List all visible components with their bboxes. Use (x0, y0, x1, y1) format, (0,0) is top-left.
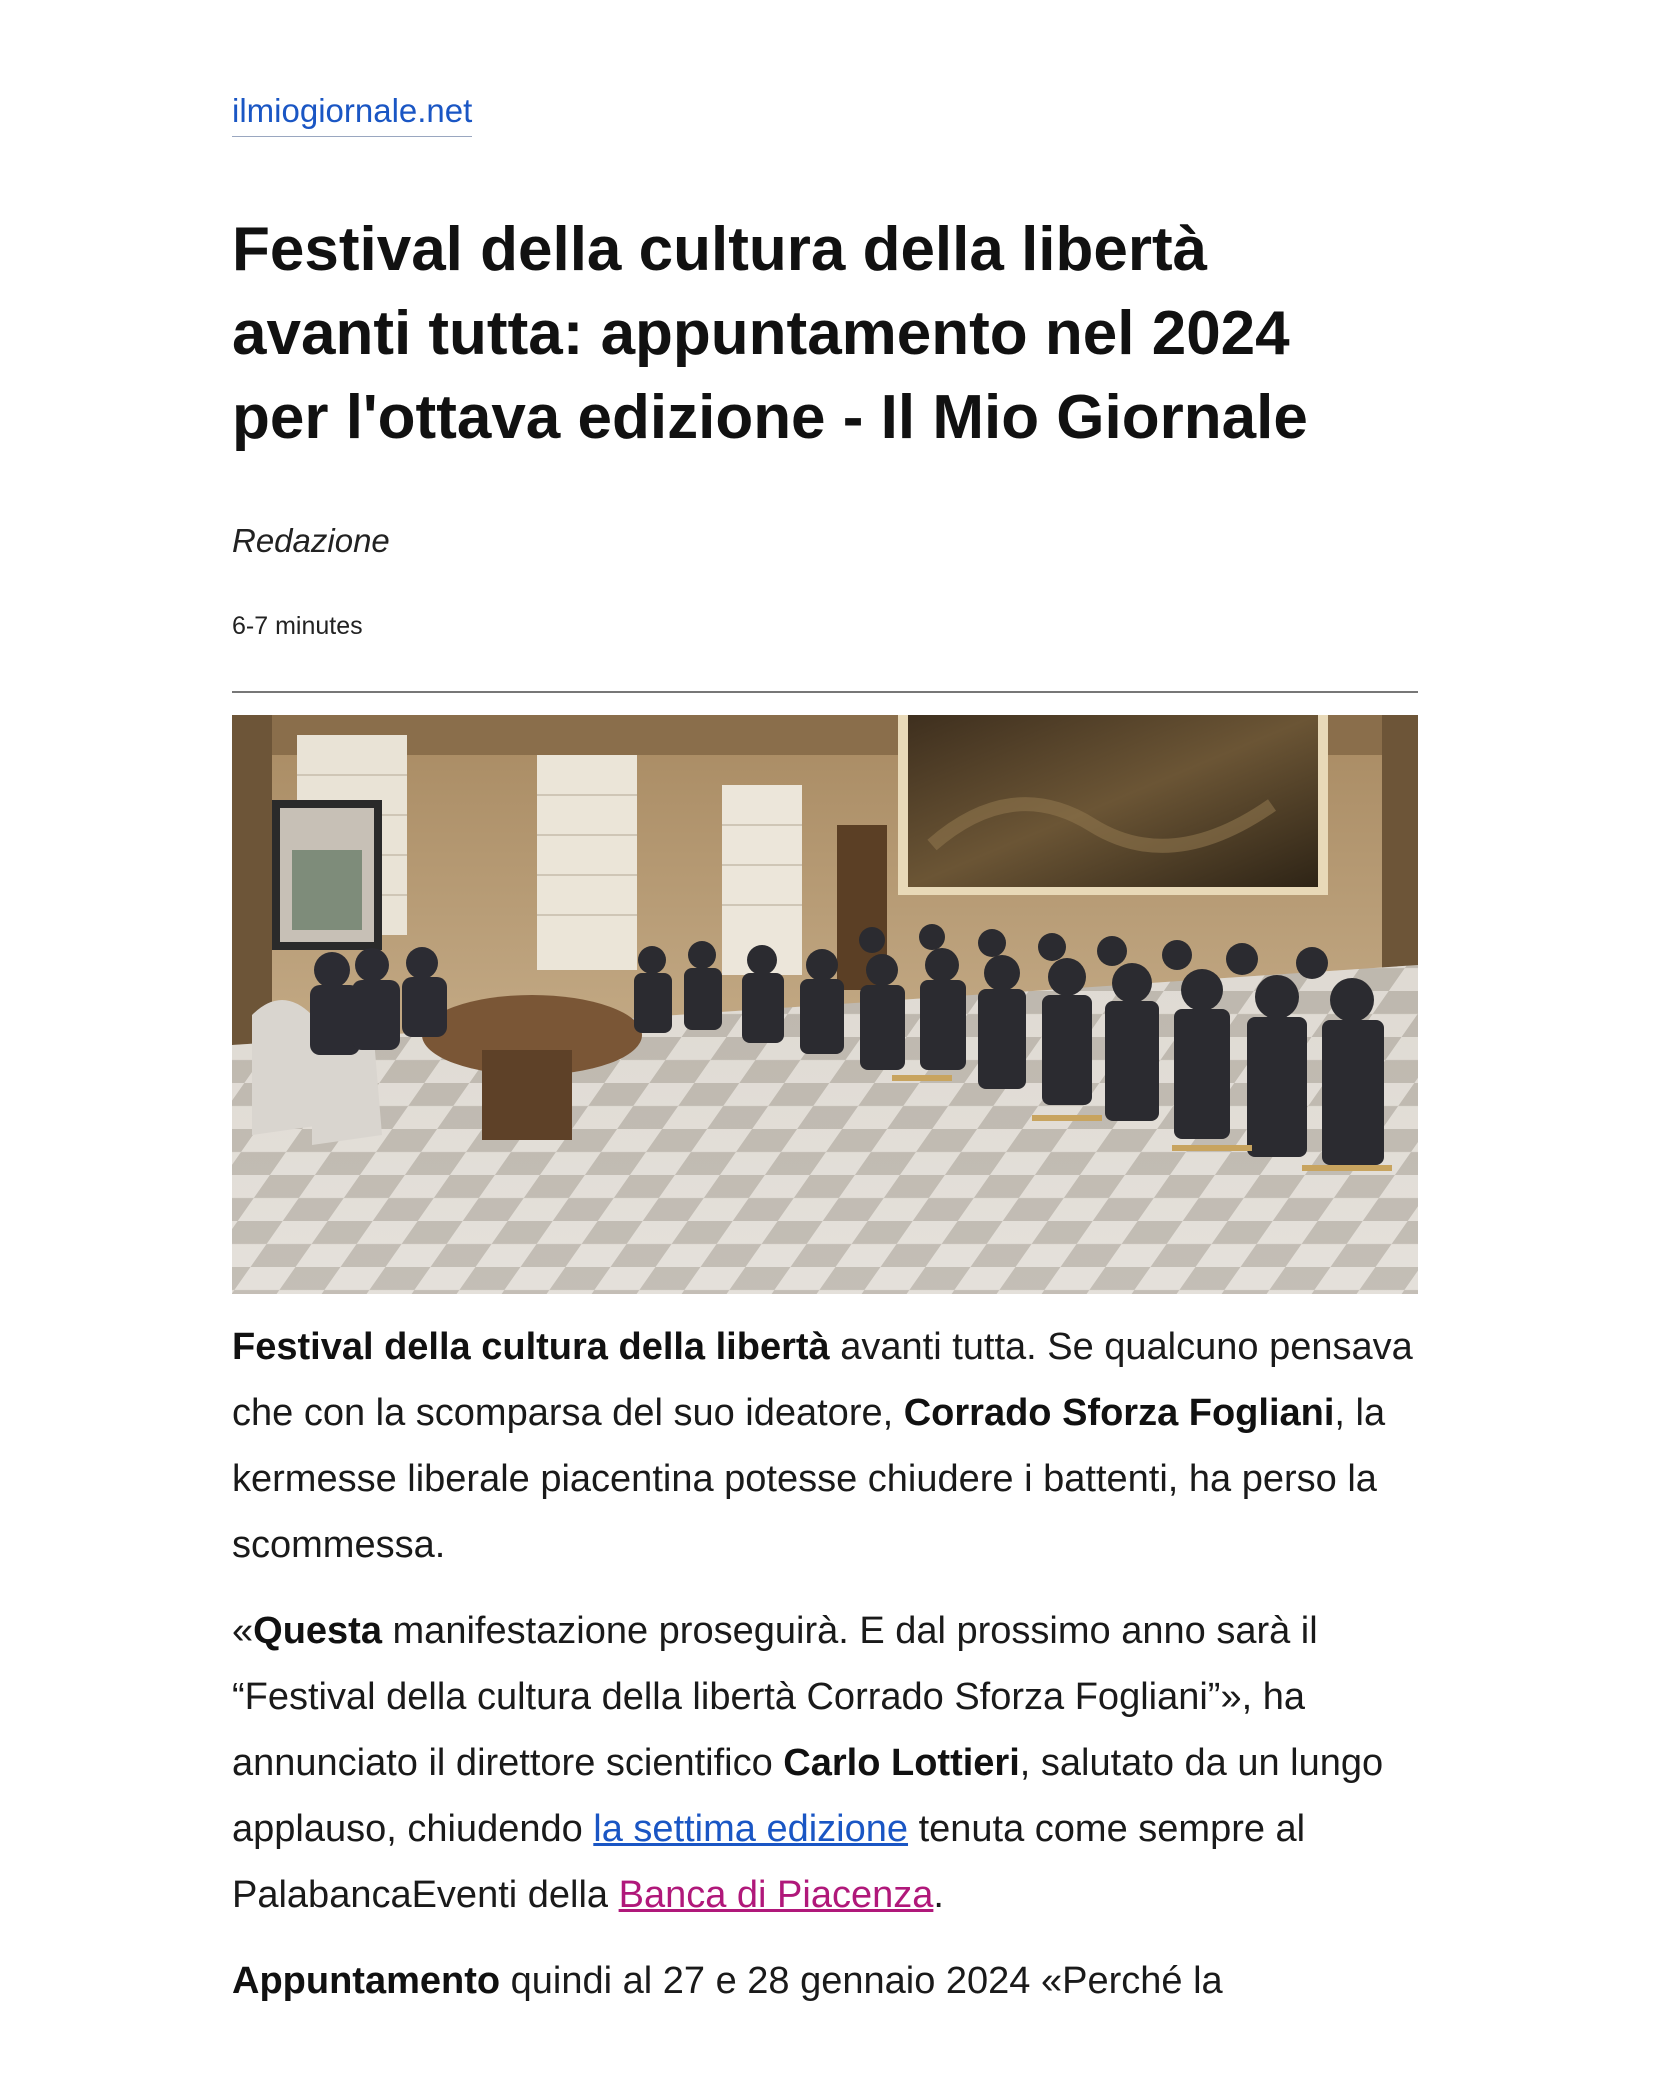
p2-text-3: tenuta come sempre al PalabancaEventi della (232, 1808, 1306, 1916)
article-title (232, 208, 1418, 460)
site-link[interactable]: ilmiogiornale.net (232, 92, 472, 137)
author-byline: Redazione (232, 522, 390, 559)
p2-text-2: , salutato da un lungo applauso, chiudendo (232, 1742, 1384, 1850)
read-time: 6-7 minutes (232, 612, 363, 640)
settima-edizione-link[interactable]: la settima edizione (593, 1808, 909, 1850)
p2-text-1: manifestazione proseguirà. E dal prossimo anno sarà il “Festival della cultura della libertà Corrado Sforza Fogliani”», ha annunciato il direttore scientifico (232, 1610, 1318, 1784)
p1-text-2: , la kermesse liberale piacentina potesse chiudere i battenti, ha perso la scommessa. (232, 1392, 1386, 1566)
paragraph-2 (232, 1598, 1418, 1928)
divider (232, 691, 1418, 693)
banca-di-piacenza-link[interactable]: Banca di Piacenza (618, 1874, 934, 1916)
paragraph-1 (232, 1314, 1418, 1578)
p1-text-1: avanti tutta. Se qualcuno pensava che con la scomparsa del suo ideatore, (232, 1326, 1413, 1434)
bold-festival: Festival della cultura della libertà (232, 1326, 830, 1368)
title-line-3: per l'ottava edizione - Il Mio Giornale (232, 383, 1308, 452)
bold-appuntamento: Appuntamento (232, 1960, 501, 2002)
bold-questa: Questa (253, 1610, 382, 1652)
p3-text-1: quindi al 27 e 28 gennaio 2024 «Perché la (500, 1960, 1223, 2002)
paragraph-3 (232, 1948, 1418, 2014)
p2-quote-open: « (232, 1610, 254, 1652)
bold-person-1: Corrado Sforza Fogliani (903, 1392, 1335, 1434)
p2-text-4: . (933, 1874, 944, 1916)
title-line-1: Festival della cultura della libertà (232, 215, 1208, 284)
title-line-2: avanti tutta: appuntamento nel 2024 (232, 299, 1290, 368)
article-photo (232, 715, 1418, 1294)
conference-room-illustration (232, 715, 1418, 1294)
article-body (232, 1314, 1418, 2034)
bold-person-2: Carlo Lottieri (783, 1742, 1020, 1784)
